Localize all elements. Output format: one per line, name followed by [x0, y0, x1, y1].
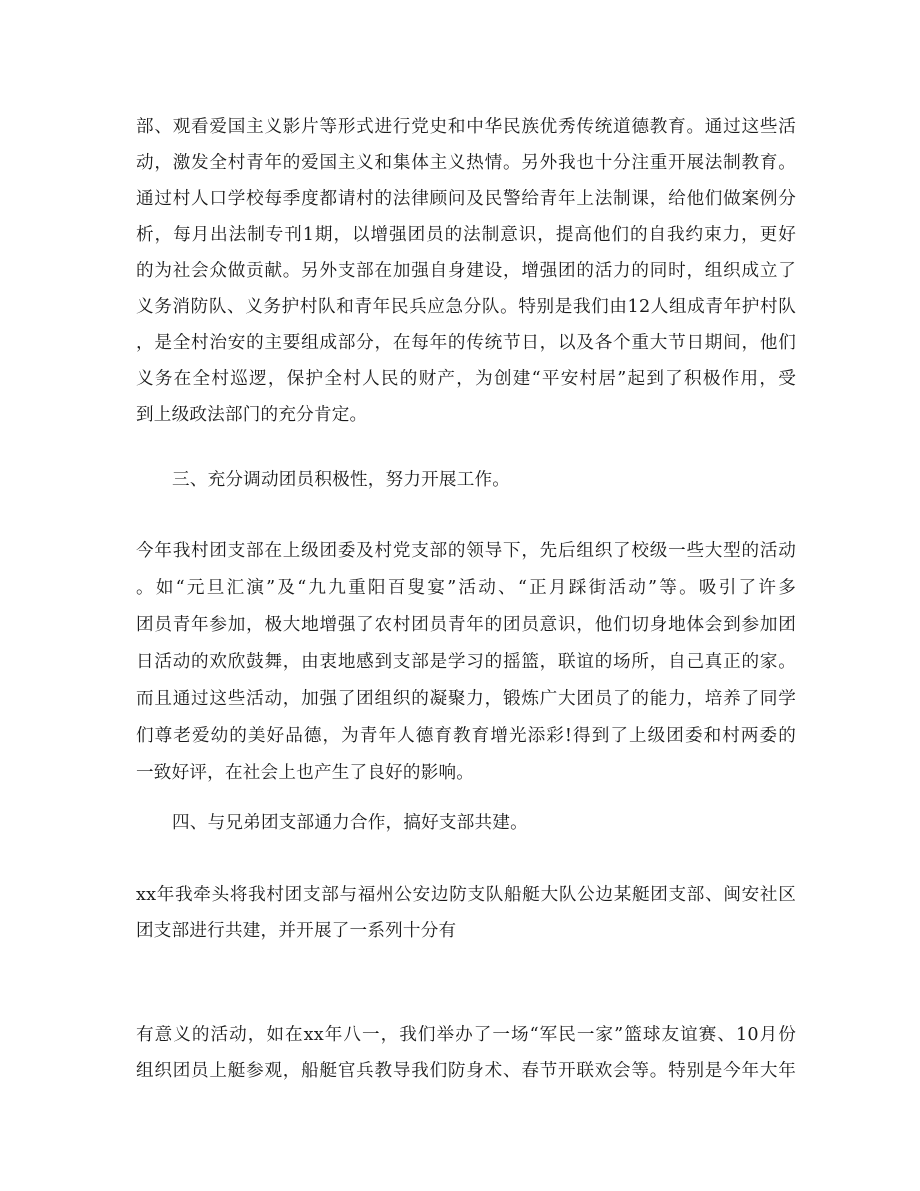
paragraph-2-line-6: 们尊老爱幼的美好品德，为青年人德育教育增光添彩!得到了上级团委和村两委的	[136, 726, 796, 746]
paragraph-1-line-2: 动，激发全村青年的爱国主义和集体主义热情。另外我也十分注重开展法制教育。	[136, 153, 796, 173]
paragraph-1-line-3: 通过村人口学校每季度都请村的法律顾问及民警给青年上法制课，给他们做案例分	[136, 189, 796, 209]
paragraph-4-line-2: 组织团员上艇参观，船艇官兵教导我们防身术、春节开联欢会等。特别是今年大年	[136, 1061, 796, 1081]
paragraph-1-line-9: 到上级政法部门的充分肯定。	[136, 405, 368, 425]
paragraph-2-line-3: 团员青年参加，极大地增强了农村团员青年的团员意识，他们切身地体会到参加团	[136, 615, 796, 635]
paragraph-1-line-4: 析，每月出法制专刊1期，以增强团员的法制意识，提高他们的自我约束力，更好	[136, 225, 796, 245]
paragraph-3-line-1: xx年我牵头将我村团支部与福州公安边防支队船艇大队公边某艇团支部、闽安社区	[136, 885, 796, 905]
paragraph-2-line-5: 而且通过这些活动，加强了团组织的凝聚力，锻炼广大团员了的能力，培养了同学	[136, 689, 796, 709]
paragraph-4-line-1: 有意义的活动，如在xx年八一，我们举办了一场“军民一家”篮球友谊赛、10月份	[136, 1025, 796, 1045]
paragraph-2-line-7: 一致好评，在社会上也产生了良好的影响。	[136, 763, 475, 783]
paragraph-2-line-2: 。如“元旦汇演”及“九九重阳百叟宴”活动、“正月踩街活动”等。吸引了许多	[136, 578, 796, 598]
paragraph-1-line-5: 的为社会众做贡献。另外支部在加强自身建设，增强团的活力的同时，组织成立了	[136, 261, 796, 281]
paragraph-1-line-7: ，是全村治安的主要组成部分，在每年的传统节日，以及各个重大节日期间，他们	[136, 333, 796, 353]
paragraph-3-line-2: 团支部进行共建，并开展了一系列十分有	[136, 921, 457, 941]
paragraph-2-line-4: 日活动的欢欣鼓舞，由衷地感到支部是学习的摇篮，联谊的场所，自己真正的家。	[136, 652, 796, 672]
section-heading-3: 三、充分调动团员积极性，努力开展工作。	[172, 470, 511, 490]
paragraph-1-line-1: 部、观看爱国主义影片等形式进行党史和中华民族优秀传统道德教育。通过这些活	[136, 117, 796, 137]
paragraph-2-line-1: 今年我村团支部在上级团委及村党支部的领导下，先后组织了校级一些大型的活动	[136, 541, 796, 561]
section-heading-4: 四、与兄弟团支部通力合作，搞好支部共建。	[172, 813, 528, 833]
paragraph-1-line-6: 义务消防队、义务护村队和青年民兵应急分队。特别是我们由12人组成青年护村队	[136, 297, 796, 317]
paragraph-1-line-8: 义务在全村巡逻，保护全村人民的财产，为创建“平安村居”起到了积极作用，受	[136, 369, 796, 389]
